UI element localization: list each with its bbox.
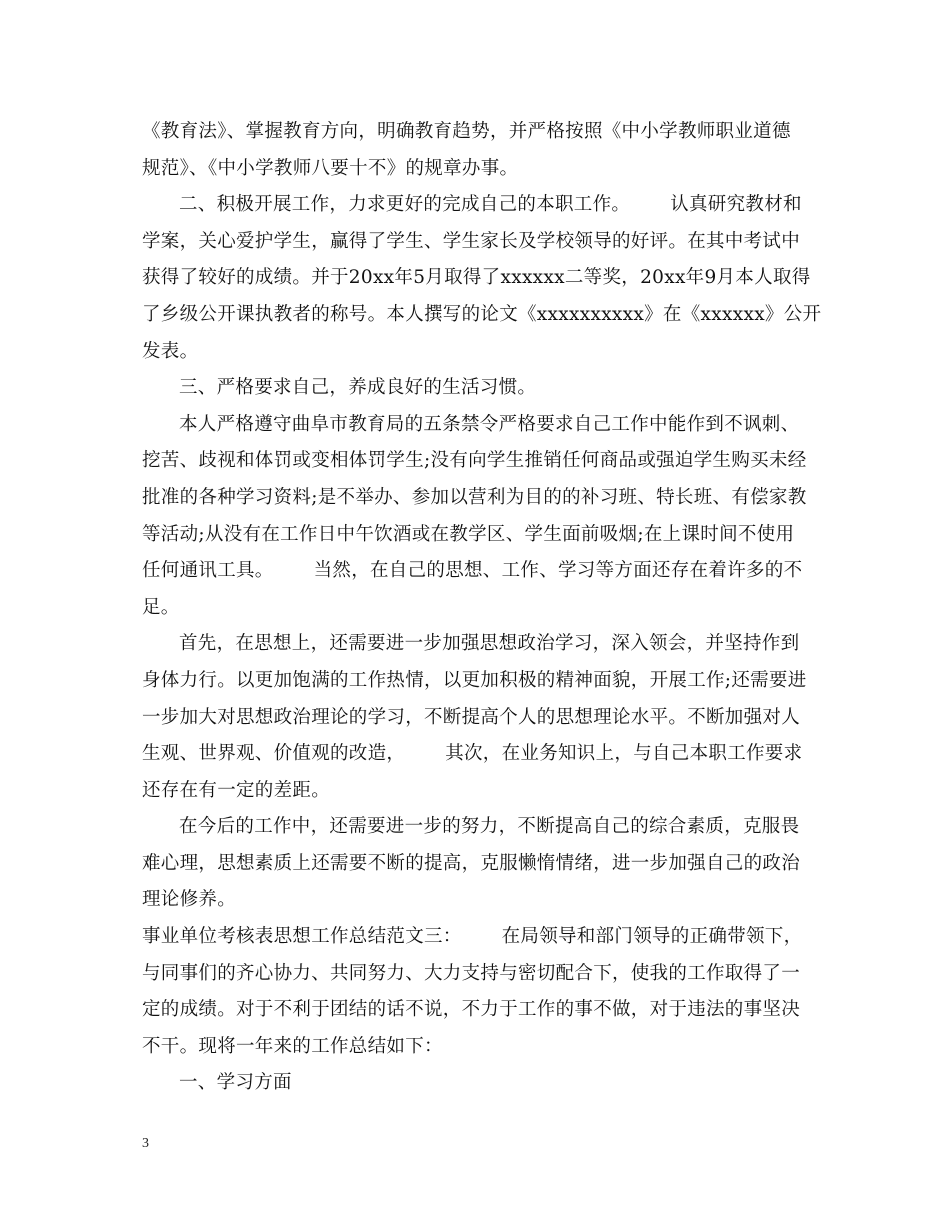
text-line-content: 《教育法》、掌握教育方向，明确教育趋势，并严格按照《中小学教师职业道德: [142, 121, 791, 142]
text-line-content: 身体力行。以更加饱满的工作热情，以更加积极的精神面貌，开展工作;还需要进: [142, 669, 807, 691]
text-line-tail: 当然，在自己的思想、工作、学习等方面还存在着许多的不: [313, 560, 803, 582]
text-line-content: 规范》、《中小学教师八要十不》的规章办事。: [142, 157, 519, 179]
text-line-tail: 在局领导和部门领导的正确带领下，: [501, 926, 803, 948]
text-line-content: 本人严格遵守曲阜市教育局的五条禁令严格要求自己工作中能作到不讽刺、: [179, 413, 800, 435]
text-line-content: 定的成绩。对于不利于团结的话不说，不力于工作的事不做，对于违法的事坚决: [142, 999, 801, 1021]
text-line: [142, 882, 810, 919]
text-line-content: 批准的各种学习资料;是不举办、参加以营利为目的的补习班、特长班、有偿家教: [142, 486, 807, 508]
text-line-content: 一、学习方面: [179, 1072, 292, 1094]
text-line-content: 首先，在思想上，还需要进一步加强思想政治学习，深入领会，并坚持作到: [179, 633, 800, 655]
text-line-content: 发表。: [142, 340, 199, 362]
text-line: [142, 480, 810, 517]
text-line-content: 还存在有一定的差距。: [142, 779, 331, 801]
text-line-tail: 其次，在业务知识上，与自己本职工作要求: [445, 743, 803, 765]
text-line-content: 与同事们的齐心协力、共同努力、大力支持与密切配合下，使我的工作取得了一: [142, 962, 801, 984]
document-body: [142, 114, 822, 1102]
text-line: [142, 443, 810, 480]
text-line: [142, 224, 810, 261]
text-line-content: 生观、世界观、价值观的改造，: [142, 743, 406, 765]
text-line: [142, 553, 810, 590]
text-line-content: 事业单位考核表思想工作总结范文三：: [142, 926, 462, 948]
text-line-content: 学案，关心爱护学生，赢得了学生、学生家长及学校领导的好评。在其中考试中: [142, 230, 801, 252]
text-line-content: 二、积极开展工作，力求更好的完成自己的本职工作。: [179, 194, 631, 216]
text-line: [142, 187, 810, 224]
text-line-content: 难心理，思想素质上还需要不断的提高，克服懒惰情绪，进一步加强自己的政治: [142, 852, 801, 874]
text-line-content: 获得了较好的成绩。并于20xx年5月取得了xxxxxx二等奖，20xx年9月本人取得: [142, 267, 811, 289]
text-line: [142, 590, 810, 627]
text-line: [142, 114, 810, 151]
text-line-tail: 认真研究教材和: [670, 194, 802, 216]
text-line-content: 不干。现将一年来的工作总结如下：: [142, 1035, 443, 1057]
text-line: [142, 151, 810, 188]
text-line-content: 等活动;从没有在工作日中午饮酒或在教学区、学生面前吸烟;在上课时间不使用: [142, 523, 795, 545]
text-line: [142, 956, 810, 993]
text-line: [142, 297, 822, 334]
text-line: [142, 846, 810, 883]
page-number: 3: [142, 1136, 149, 1151]
text-line: [142, 370, 810, 407]
text-line: [142, 663, 810, 700]
text-line-content: 任何通讯工具。: [142, 560, 274, 582]
text-line: [142, 809, 810, 846]
text-line-content: 理论修养。: [142, 889, 237, 911]
text-line: [142, 1065, 810, 1102]
text-line-content: 足。: [142, 596, 180, 618]
text-line-content: 三、严格要求自己，养成良好的生活习惯。: [179, 377, 537, 399]
text-line: [142, 919, 810, 956]
text-line: [142, 626, 810, 663]
text-line: [142, 260, 810, 297]
text-line-content: 了乡级公开课执教者的称号。本人撰写的论文《xxxxxxxxxx》在《xxxxxx》公开: [142, 303, 822, 325]
text-line: [142, 1029, 810, 1066]
text-line: [142, 517, 810, 554]
text-line: [142, 334, 810, 371]
text-line: [142, 407, 810, 444]
text-line: [142, 736, 810, 773]
text-line: [142, 992, 810, 1029]
text-line-content: 一步加大对思想政治理论的学习，不断提高个人的思想理论水平。不断加强对人: [142, 706, 801, 728]
text-line-content: 挖苦、歧视和体罚或变相体罚学生;没有向学生推销任何商品或强迫学生购买未经: [142, 450, 807, 472]
text-line: [142, 700, 810, 737]
text-line-content: 在今后的工作中，还需要进一步的努力，不断提高自己的综合素质，克服畏: [179, 816, 800, 838]
text-line: [142, 773, 810, 810]
